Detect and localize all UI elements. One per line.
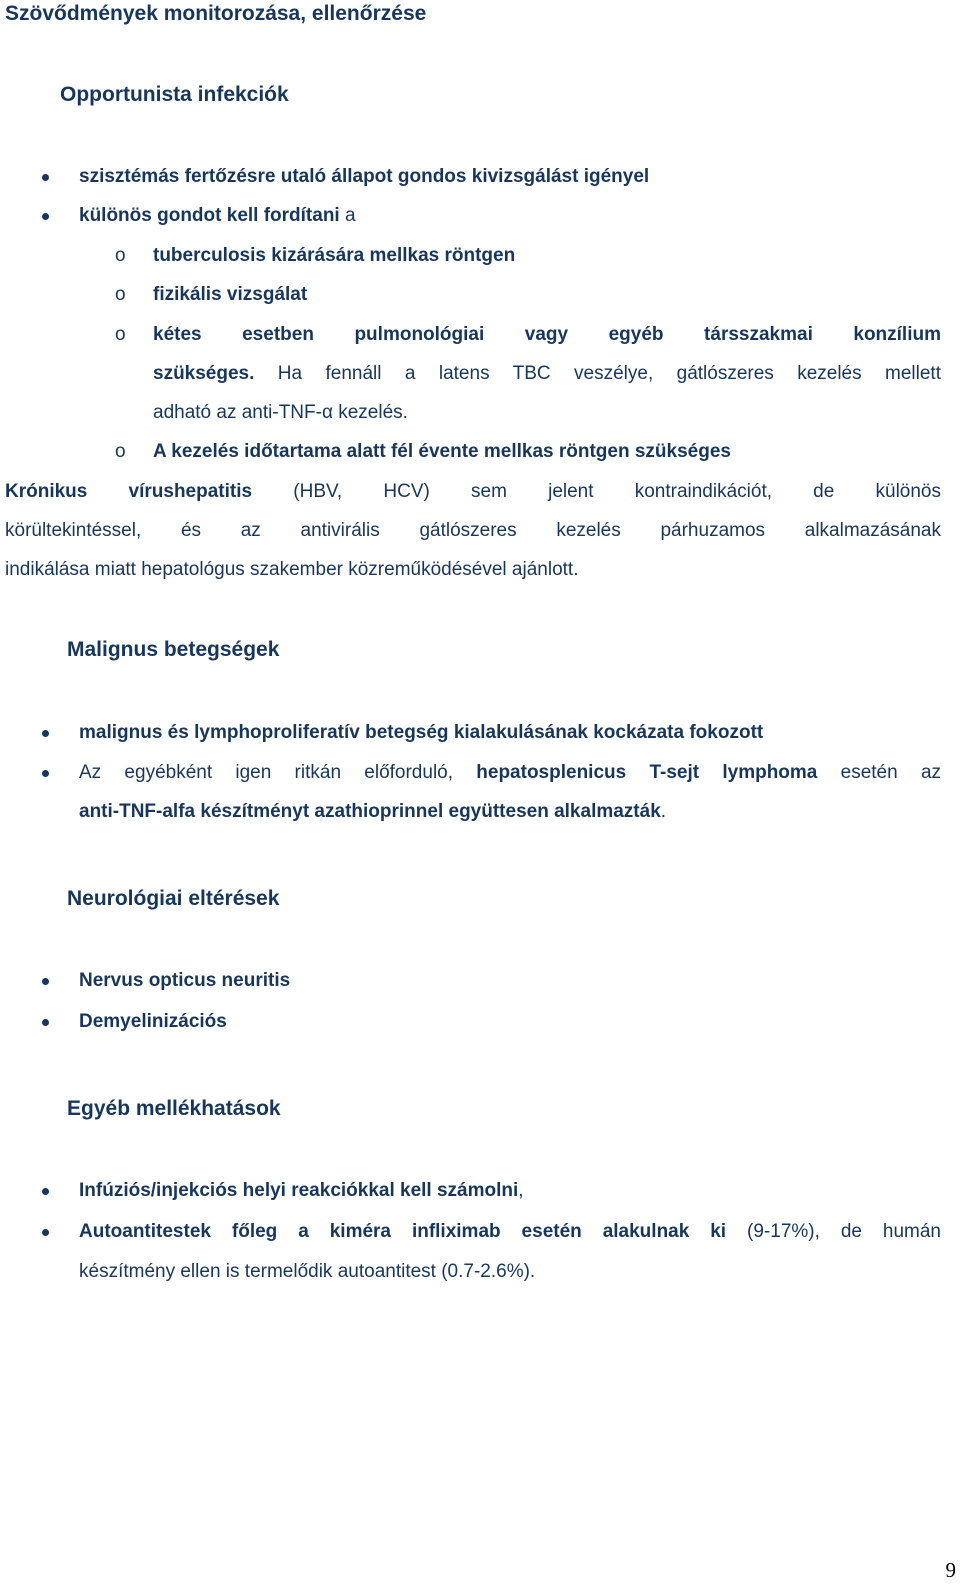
bullet-icon [42, 1019, 49, 1026]
text: (9-17%), de humán [726, 1221, 941, 1242]
bullet-icon [42, 174, 49, 181]
text-bold: Infúziós/injekciós helyi reakciókkal kell számolni [79, 1180, 519, 1201]
sub-list-item: tuberculosis kizárására mellkas röntgen [153, 245, 516, 266]
bullet-icon [42, 730, 49, 737]
sub-list-item: fizikális vizsgálat [153, 284, 308, 305]
sub-list-item-continuation [153, 363, 941, 385]
bullet-icon [42, 978, 49, 985]
section-heading-malignus: Malignus betegségek [67, 638, 280, 661]
text-bold: Autoantitestek főleg a kiméra infliximab esetén alakulnak ki [79, 1221, 727, 1242]
sub-list-item: kétes esetben pulmonológiai vagy egyéb társszakmai konzílium [153, 324, 941, 345]
text: . [660, 801, 667, 822]
text: (HBV, HCV) sem jelent kontraindikációt, de különös [252, 481, 941, 502]
sub-bullet-icon: o [115, 441, 126, 462]
list-item [79, 205, 356, 227]
list-item-text: a [339, 205, 356, 226]
paragraph-line: körültekintéssel, és az antivirális gátlószeres kezelés párhuzamos alkalmazásának [5, 520, 941, 541]
section-heading-opportunista: Opportunista infekciók [60, 83, 289, 106]
bullet-icon [42, 213, 49, 220]
text: Az egyébként igen ritkán előforduló, [79, 762, 477, 783]
bullet-icon [42, 1188, 49, 1195]
sub-bullet-icon: o [115, 245, 126, 266]
text-bold: hepatosplenicus T-sejt lymphoma [476, 762, 818, 783]
sub-list-item-continuation: adható az anti-TNF-α kezelés. [153, 402, 408, 423]
sub-bullet-icon: o [115, 324, 126, 345]
text: esetén az [817, 762, 942, 783]
text: , [518, 1180, 524, 1201]
list-item-continuation: készítmény ellen is termelődik autoantitest (0.7-2.6%). [79, 1261, 536, 1282]
text: Ha fennáll a latens TBC veszélye, gátlószeres kezelés mellett [254, 363, 941, 384]
list-item [79, 762, 941, 784]
list-item-bold: különös gondot kell fordítani [79, 205, 340, 226]
page-title: Szövődmények monitorozása, ellenőrzése [5, 2, 427, 25]
text-bold: szükséges. [153, 363, 255, 384]
bullet-icon [42, 770, 49, 777]
list-item [79, 1221, 941, 1243]
paragraph-line: indikálása miatt hepatológus szakember közreműködésével ajánlott. [5, 559, 579, 580]
list-item-continuation [79, 801, 666, 823]
list-item: Nervus opticus neuritis [79, 970, 291, 991]
bullet-icon [42, 1229, 49, 1236]
text-bold: Krónikus vírushepatitis [5, 481, 253, 502]
list-item [79, 1180, 524, 1202]
page-number: 9 [945, 1558, 956, 1582]
section-heading-neuro: Neurológiai eltérések [67, 887, 280, 910]
sub-list-item: A kezelés időtartama alatt fél évente mellkas röntgen szükséges [153, 441, 731, 462]
section-heading-egyeb: Egyéb mellékhatások [67, 1097, 281, 1120]
text-bold: anti-TNF-alfa készítményt azathioprinnel együttesen alkalmazták [79, 801, 661, 822]
sub-bullet-icon: o [115, 284, 126, 305]
list-item: malignus és lymphoproliferatív betegség kialakulásának kockázata fokozott [79, 722, 764, 743]
list-item: Demyelinizációs [79, 1011, 227, 1032]
list-item: szisztémás fertőzésre utaló állapot gondos kivizsgálást igényel [79, 166, 650, 187]
paragraph-line [5, 481, 941, 503]
